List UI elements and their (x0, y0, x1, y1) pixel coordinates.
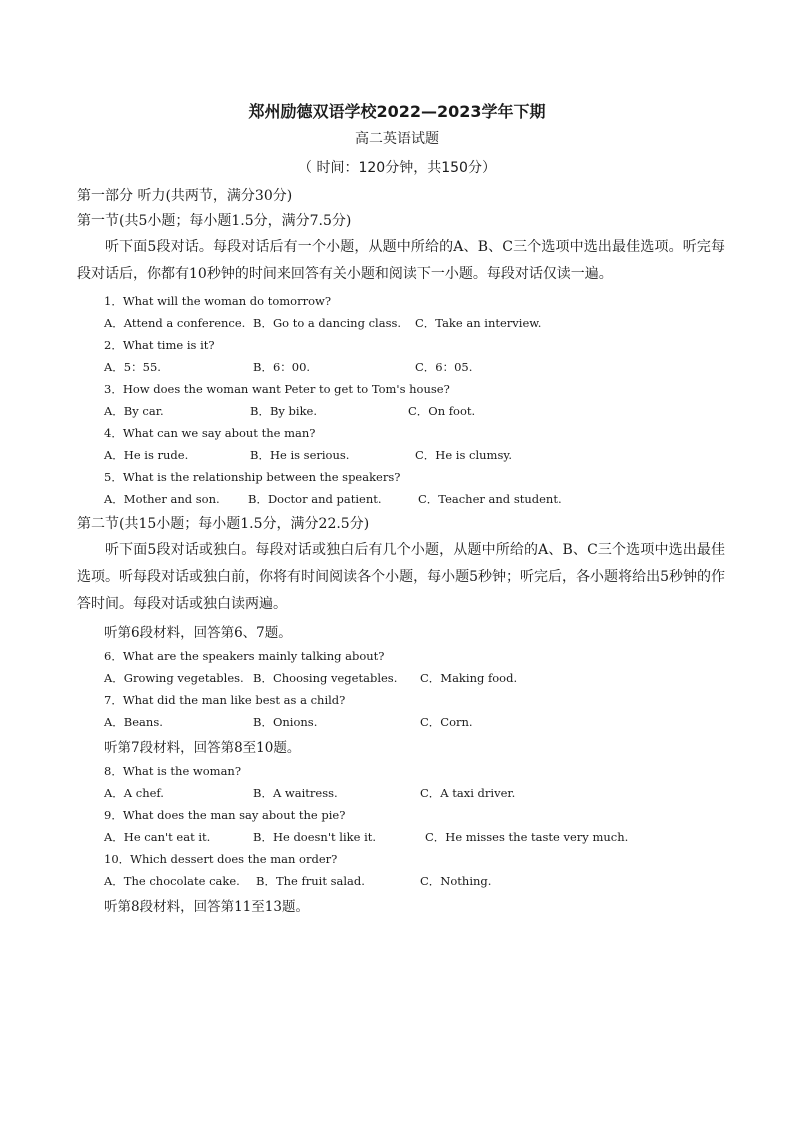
question-9: 9．What does the man say about the pie? (104, 808, 346, 822)
question-10: 10．Which dessert does the man order? (104, 852, 338, 866)
q5-option-b: B．Doctor and patient. (248, 492, 382, 506)
q3-option-c: C．On foot. (408, 404, 476, 418)
material-7-intro: 听第7段材料，回答第8至10题。 (104, 740, 301, 756)
q4-option-b: B．He is serious. (250, 448, 350, 462)
question-6: 6．What are the speakers mainly talking about? (104, 649, 385, 663)
q8-option-c: C．A taxi driver. (420, 786, 516, 800)
q9-option-b: B．He doesn't like it. (253, 830, 377, 844)
q2-option-c: C．6：05. (415, 360, 473, 374)
subject-title: 高二英语试题 (355, 131, 439, 147)
section1-instructions: 听下面5段对话。每段对话后有一个小题，从题中所给的A、B、C三个选项中选出最佳选项。听完每段对话后，你都有10秒钟的时间来回答有关小题和阅读下一小题。每段对话仅读一遍。 (77, 239, 725, 282)
q2-option-a: A．5：55. (104, 360, 161, 374)
q4-option-c: C．He is clumsy. (415, 448, 512, 462)
question-4: 4．What can we say about the man? (104, 426, 316, 440)
q3-option-b: B．By bike. (250, 404, 318, 418)
q4-option-a: A．He is rude. (104, 448, 189, 462)
q8-option-a: A．A chef. (104, 786, 164, 800)
q7-option-c: C．Corn. (420, 715, 473, 729)
time-note: （ 时间：120分钟，共150分） (298, 160, 496, 176)
material-6-intro: 听第6段材料，回答第6、7题。 (104, 625, 292, 641)
question-2: 2．What time is it? (104, 338, 215, 352)
section1-heading: 第一节(共5小题；每小题1.5分，满分7.5分) (77, 213, 352, 229)
question-5: 5．What is the relationship between the speakers? (104, 470, 401, 484)
q6-option-b: B．Choosing vegetables. (253, 671, 398, 685)
q1-option-c: C．Take an interview. (415, 316, 542, 330)
q8-option-b: B．A waitress. (253, 786, 338, 800)
q6-option-a: A．Growing vegetables. (104, 671, 244, 685)
q10-option-a: A．The chocolate cake. (104, 874, 240, 888)
q6-option-c: C．Making food. (420, 671, 518, 685)
material-8-intro: 听第8段材料，回答第11至13题。 (104, 899, 309, 915)
question-7: 7．What did the man like best as a child? (104, 693, 346, 707)
section2-heading: 第二节(共15小题；每小题1.5分，满分22.5分) (77, 516, 370, 532)
q3-option-a: A．By car. (104, 404, 164, 418)
q9-option-c: C．He misses the taste very much. (425, 830, 629, 844)
q7-option-a: A．Beans. (104, 715, 163, 729)
q1-option-b: B．Go to a dancing class. (253, 316, 402, 330)
q2-option-b: B．6：00. (253, 360, 311, 374)
q5-option-c: C．Teacher and student. (418, 492, 562, 506)
q7-option-b: B．Onions. (253, 715, 318, 729)
section2-instructions: 听下面5段对话或独白。每段对话或独白后有几个小题，从题中所给的A、B、C三个选项中选出最佳选项。听每段对话或独白前，你将有时间阅读各个小题，每小题5秒钟；听完后，各小题将给出5秒钟的作答时间。每段对话或独白读两遍。 (77, 542, 725, 612)
q10-option-c: C．Nothing. (420, 874, 492, 888)
q10-option-b: B．The fruit salad. (256, 874, 365, 888)
question-3: 3．How does the woman want Peter to get to Tom's house? (104, 382, 450, 396)
question-1: 1．What will the woman do tomorrow? (104, 294, 332, 308)
q1-option-a: A．Attend a conference. (104, 316, 246, 330)
part1-heading: 第一部分 听力(共两节，满分30分) (77, 188, 293, 204)
q9-option-a: A．He can't eat it. (104, 830, 211, 844)
question-8: 8．What is the woman? (104, 764, 242, 778)
school-title: 郑州励德双语学校2022—2023学年下期 (248, 102, 546, 121)
q5-option-a: A．Mother and son. (104, 492, 220, 506)
